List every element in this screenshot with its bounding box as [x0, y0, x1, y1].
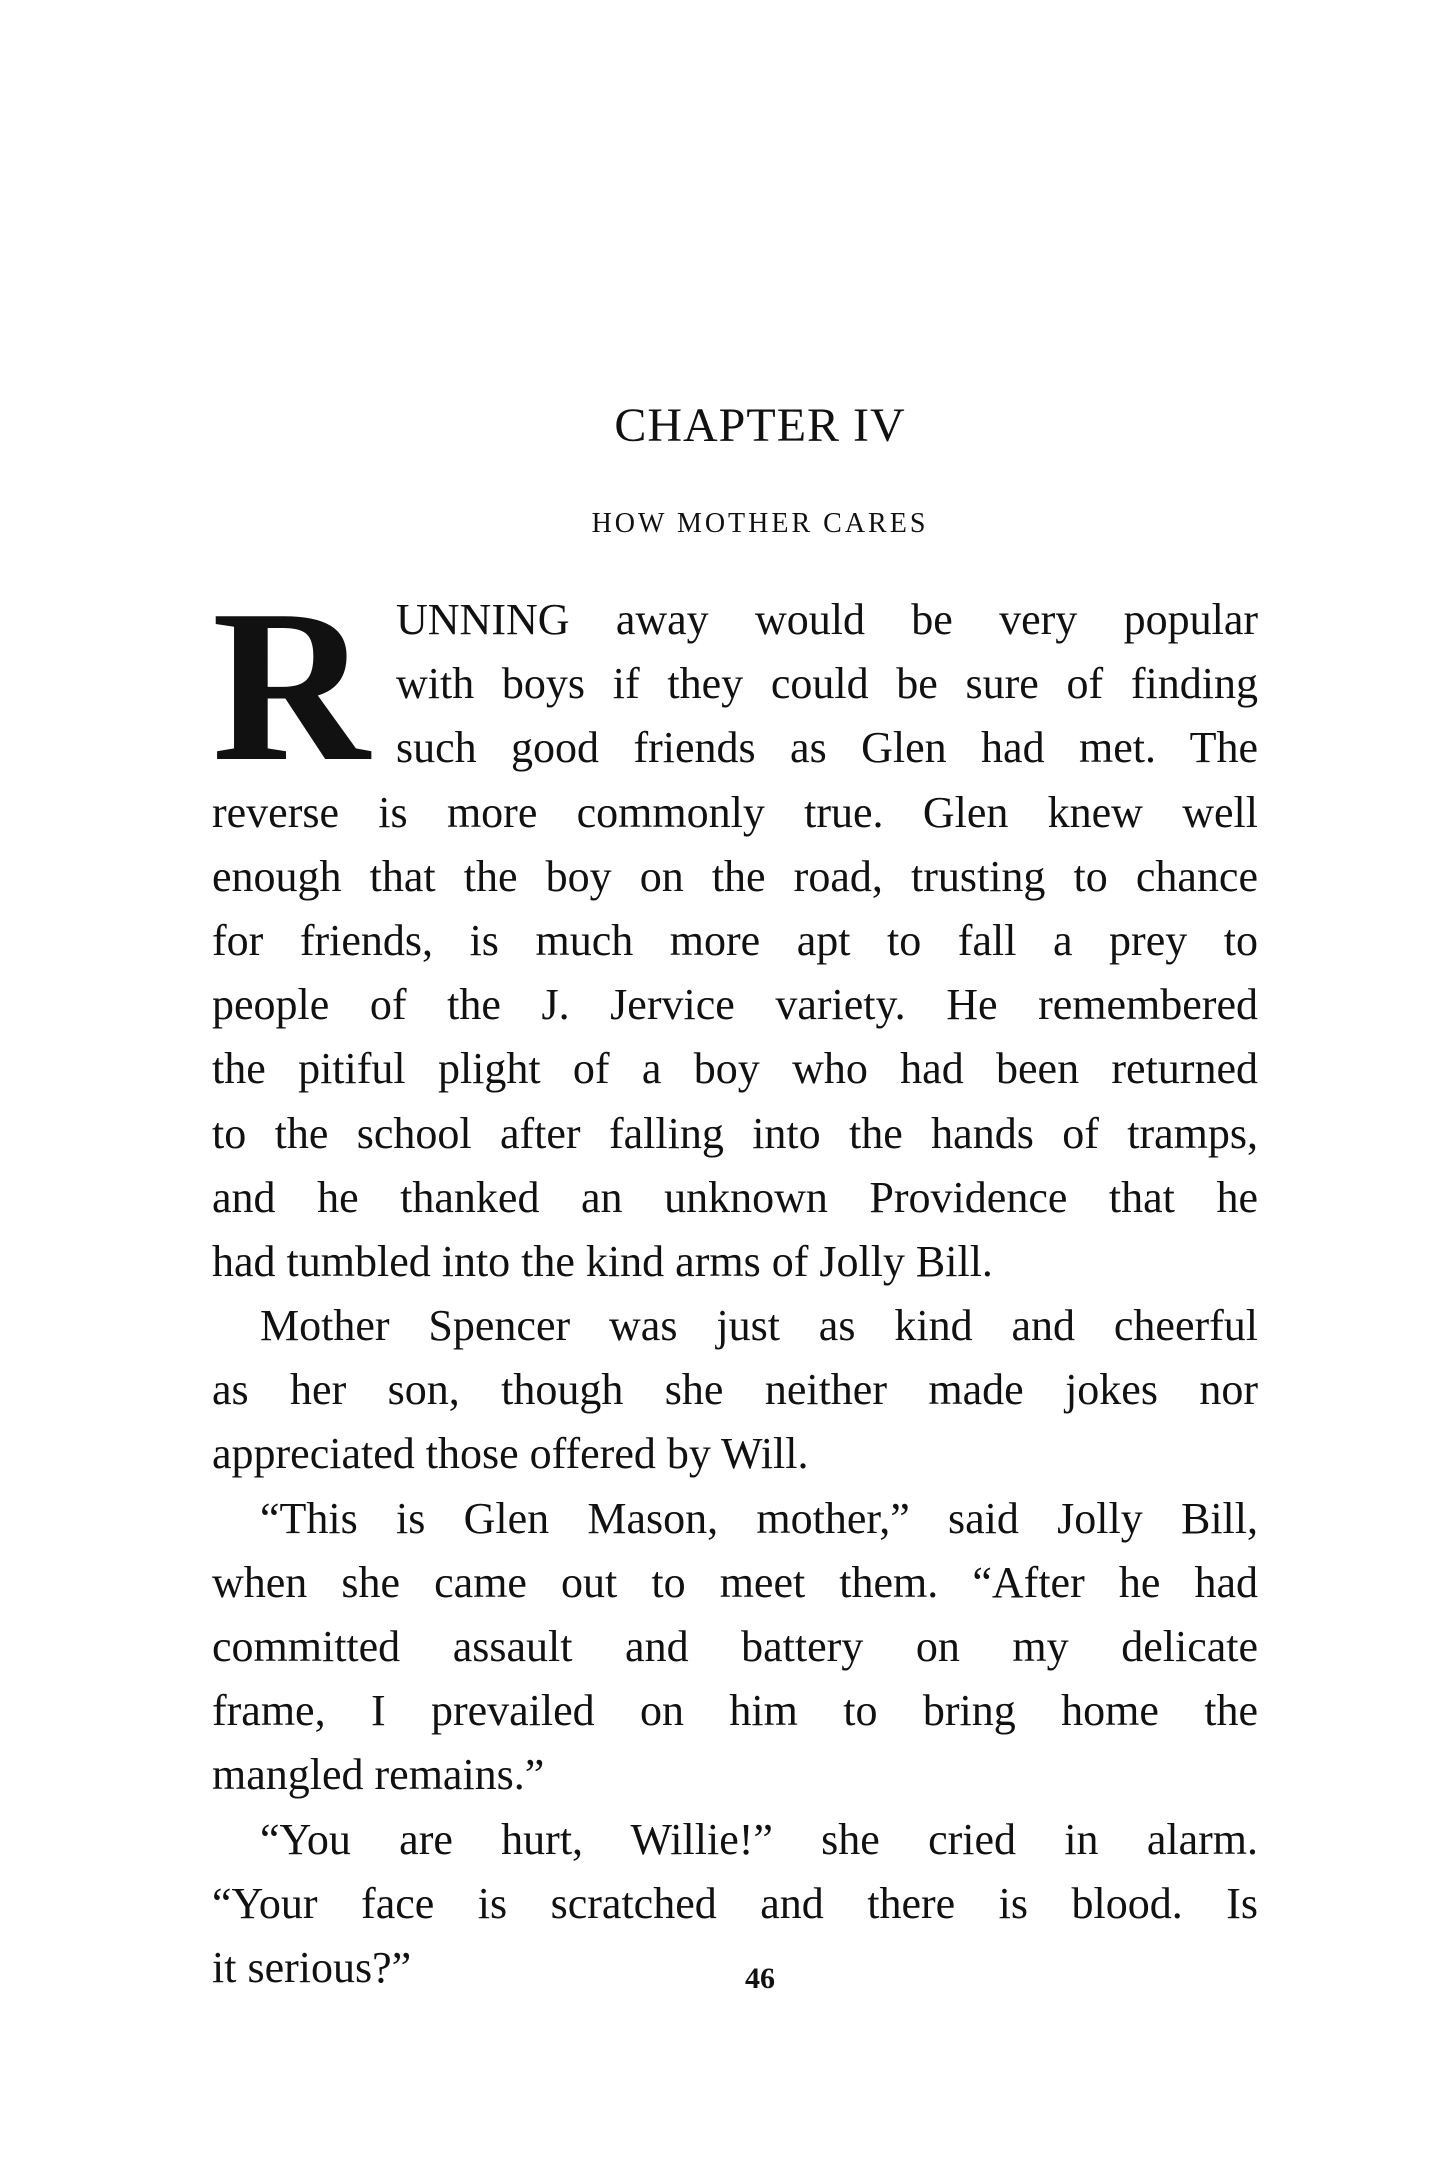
text-line: Mother Spencer was just as kind and cheerful	[260, 1301, 1258, 1351]
text-line: UNNING away would be very popular	[396, 595, 1258, 644]
text-line: such good friends as Glen had met. The	[396, 723, 1258, 773]
text-line: had tumbled into the kind arms of Jolly Bill.	[212, 1236, 993, 1286]
text-line: “Your face is scratched and there is blood. Is	[212, 1878, 1258, 1928]
text-line: frame, I prevailed on him to bring home the	[212, 1686, 1258, 1736]
text-line: for friends, is much more apt to fall a prey to	[212, 915, 1258, 965]
text-line: the pitiful plight of a boy who had been returned	[212, 1044, 1258, 1094]
text-line: to the school after falling into the hands of tramps,	[212, 1108, 1258, 1158]
chapter-subtitle: HOW MOTHER CARES	[591, 508, 929, 539]
text-line: enough that the boy on the road, trusting to chance	[212, 851, 1258, 901]
text-line: committed assault and battery on my delicate	[212, 1622, 1258, 1671]
body-text	[212, 566, 1258, 2000]
text-line: it serious?”	[212, 1942, 412, 1992]
text-line: “You are hurt, Willie!” she cried in alarm.	[260, 1814, 1258, 1864]
text-line: reverse is more commonly true. Glen knew well	[212, 787, 1258, 837]
text-line: people of the J. Jervice variety. He remembered	[212, 980, 1258, 1030]
text-line: mangled remains.”	[212, 1750, 545, 1800]
text-line: as her son, though she neither made jokes nor	[212, 1365, 1258, 1415]
drop-cap: R	[212, 566, 370, 807]
text-line: with boys if they could be sure of finding	[396, 659, 1258, 709]
text-line: and he thanked an unknown Providence that he	[212, 1172, 1258, 1222]
chapter-title: CHAPTER IV	[614, 399, 906, 452]
text-line: “This is Glen Mason, mother,” said Jolly Bill,	[260, 1493, 1258, 1543]
page-number: 46	[745, 1962, 775, 1995]
text-line: appreciated those offered by Will.	[212, 1429, 809, 1479]
text-line: when she came out to meet them. “After he had	[212, 1557, 1258, 1607]
